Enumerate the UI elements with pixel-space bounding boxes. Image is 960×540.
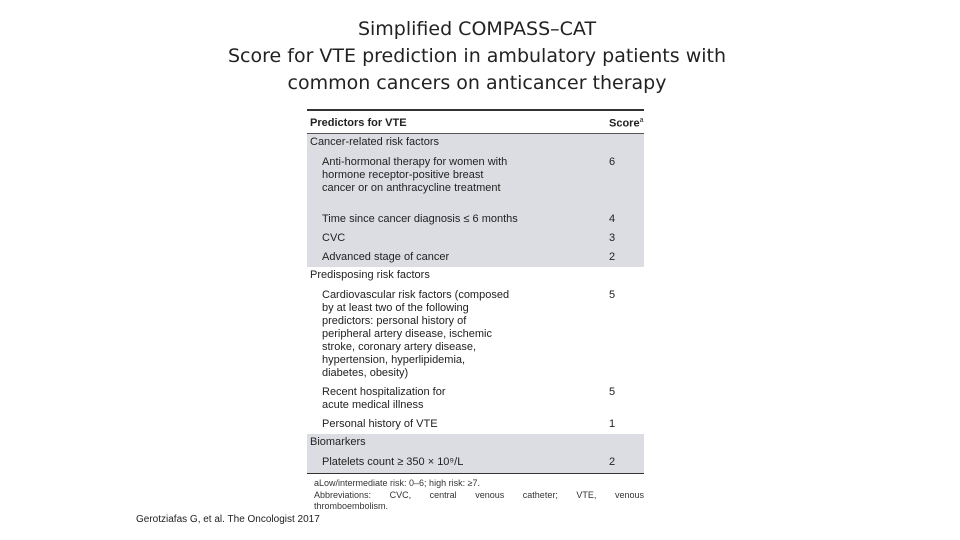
- slide-title: [0, 16, 954, 97]
- citation: Gerotziafas G, et al. The Oncologist 2017: [136, 514, 320, 525]
- category-row: [307, 434, 644, 453]
- header-score: [609, 117, 643, 130]
- section-biomarkers: [307, 434, 644, 473]
- header-score-sup: a: [639, 117, 644, 124]
- row-score: 5: [609, 289, 616, 301]
- footnote-word: Abbreviations:: [314, 489, 372, 500]
- table-row: [307, 248, 644, 267]
- footnote-word: catheter;: [522, 489, 558, 500]
- footnote-word: venous: [475, 489, 505, 500]
- table-header: [307, 111, 644, 134]
- header-score-label: Score: [609, 117, 640, 130]
- category-label: Predisposing risk factors: [310, 269, 430, 281]
- category-row: [307, 267, 644, 286]
- compass-cat-table: [307, 109, 644, 513]
- row-text: Advanced stage of cancer: [322, 251, 450, 263]
- footnote-continued: thromboembolism.: [314, 501, 389, 511]
- title-line-2: Score for VTE prediction in ambulatory patients with: [228, 45, 726, 67]
- table-row: [307, 383, 644, 415]
- category-row: [307, 134, 644, 153]
- section-predisposing: [307, 267, 644, 434]
- title-line-3: common cancers on anticancer therapy: [287, 72, 667, 94]
- row-text: Cardiovascular risk factors (composed by at least two of the following predictors: personal history of peripheral artery disease, ischemic stroke, coronary artery disease, hypertension, hyperlipidemia, diabetes, obesity): [322, 289, 510, 379]
- row-score: 6: [609, 156, 616, 168]
- footnote-word: VTE,: [576, 489, 597, 500]
- row-score: 4: [609, 213, 616, 225]
- footnote-word: CVC,: [389, 489, 412, 500]
- row-text: Time since cancer diagnosis ≤ 6 months: [322, 213, 518, 225]
- category-label: Biomarkers: [310, 436, 366, 448]
- footnote-risk: aLow/intermediate risk: 0–6; high risk: ≥7.: [314, 478, 481, 488]
- row-score: 2: [609, 251, 616, 263]
- section-cancer-related: [307, 134, 644, 267]
- footnote-abbreviations: [314, 490, 644, 502]
- row-score: 5: [609, 386, 616, 398]
- table-bottom-rule: [307, 473, 644, 474]
- row-score: 3: [609, 232, 616, 244]
- table-row: [307, 210, 644, 229]
- row-text: Personal history of VTE: [322, 418, 438, 430]
- category-label: Cancer-related risk factors: [310, 136, 439, 148]
- table-footnote: [307, 478, 644, 513]
- title-line-1: Simplified COMPASS–CAT: [357, 18, 597, 40]
- footnote-word: venous: [614, 489, 644, 500]
- row-text: CVC: [322, 232, 346, 244]
- table-row: [307, 286, 644, 383]
- table-row: [307, 153, 644, 210]
- row-text: Recent hospitalization for acute medical illness: [322, 386, 446, 411]
- row-score: 2: [609, 456, 616, 468]
- table-row: [307, 453, 644, 473]
- footnote-word: central: [429, 489, 457, 500]
- header-predictors: Predictors for VTE: [310, 117, 407, 129]
- row-text: Anti-hormonal therapy for women with hormone receptor-positive breast cancer or on anthracycline treatment: [322, 156, 508, 194]
- table-row: [307, 229, 644, 248]
- row-text: Platelets count ≥ 350 × 10⁹/L: [322, 456, 464, 468]
- row-score: 1: [609, 418, 616, 430]
- table-row: [307, 415, 644, 434]
